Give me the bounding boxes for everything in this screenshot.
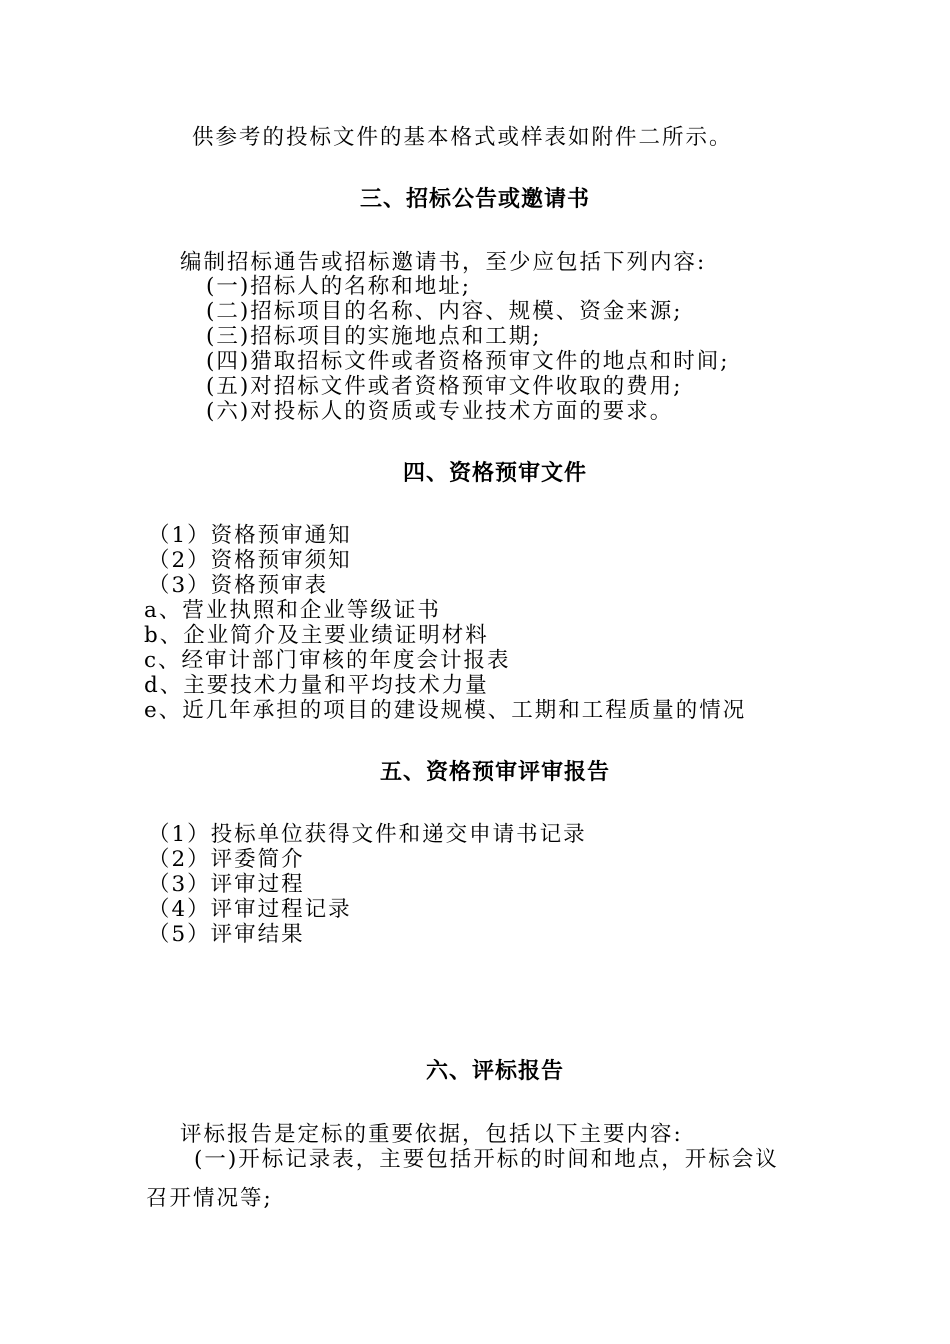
section6-item-1-line-2: 召开情况等; — [146, 1186, 273, 1211]
section5-item-3: （3）评审过程 — [148, 872, 305, 897]
section3-item-3: (三)招标项目的实施地点和工期; — [206, 324, 542, 349]
section4-subitem-d: d、主要技术力量和平均技术力量 — [144, 673, 489, 698]
section6-intro: 评标报告是定标的重要依据，包括以下主要内容: — [180, 1122, 683, 1147]
section3-item-5: (五)对招标文件或者资格预审文件收取的费用; — [206, 374, 683, 399]
section4-item-1: （1）资格预审通知 — [148, 523, 352, 548]
section5-item-1: （1）投标单位获得文件和递交申请书记录 — [148, 822, 587, 847]
section6-item-1-line-1: (一)开标记录表，主要包括开标的时间和地点，开标会议 — [194, 1147, 779, 1172]
section4-title: 四、资格预审文件 — [402, 461, 587, 486]
section4-subitem-c: c、经审计部门审核的年度会计报表 — [144, 648, 511, 673]
section4-item-2: （2）资格预审须知 — [148, 548, 352, 573]
section3-item-6: (六)对投标人的资质或专业技术方面的要求。 — [206, 399, 674, 424]
section5-item-4: （4）评审过程记录 — [148, 897, 352, 922]
section3-item-2: (二)招标项目的名称、内容、规模、资金来源; — [206, 299, 683, 324]
section4-subitem-a: a、营业执照和企业等级证书 — [144, 598, 441, 623]
section4-subitem-b: b、企业简介及主要业绩证明材料 — [144, 623, 489, 648]
section3-item-4: (四)猎取招标文件或者资格预审文件的地点和时间; — [206, 349, 730, 374]
intro-line: 供参考的投标文件的基本格式或样表如附件二所示。 — [192, 125, 733, 150]
section5-item-2: （2）评委简介 — [148, 847, 305, 872]
section3-title: 三、招标公告或邀请书 — [359, 187, 590, 212]
section4-item-3: （3）资格预审表 — [148, 573, 329, 598]
section5-title: 五、资格预审评审报告 — [379, 760, 610, 785]
section3-intro: 编制招标通告或招标邀请书，至少应包括下列内容: — [180, 250, 707, 275]
section6-title: 六、评标报告 — [425, 1059, 564, 1084]
section3-item-1: (一)招标人的名称和地址; — [206, 274, 472, 299]
section4-subitem-e: e、近几年承担的项目的建设规模、工期和工程质量的情况 — [144, 698, 747, 723]
section5-item-5: （5）评审结果 — [148, 922, 305, 947]
